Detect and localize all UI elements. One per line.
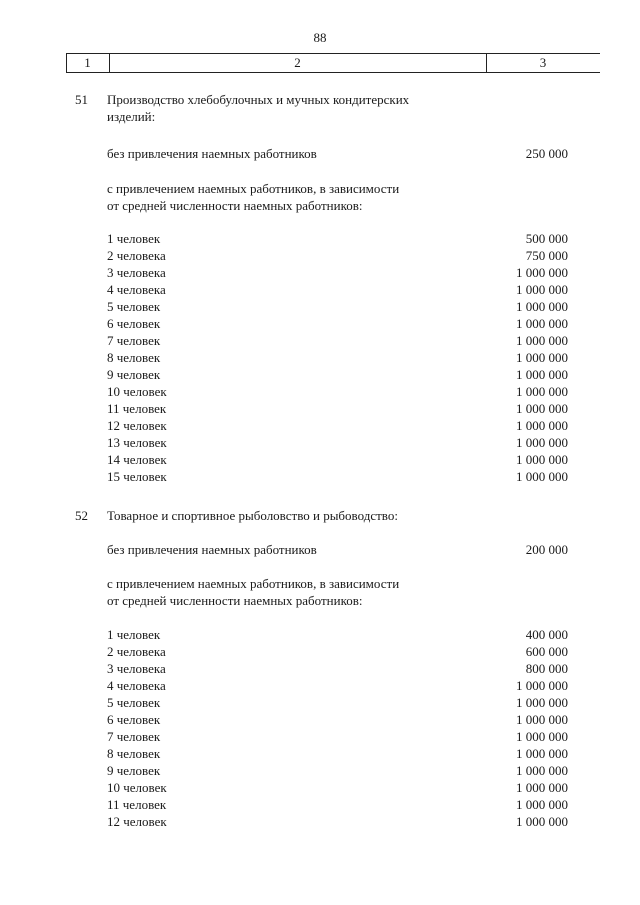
tax-amount-value: 1 000 000	[516, 763, 568, 778]
tax-amount-value: 1 000 000	[516, 729, 568, 744]
tax-amount-value: 1 000 000	[516, 367, 568, 382]
tax-amount-value: 1 000 000	[516, 265, 568, 280]
section-title-line: Производство хлебобулочных и мучных кондитерских	[107, 92, 410, 107]
employee-count-label: 7 человек	[107, 333, 161, 348]
page-number: 88	[313, 30, 327, 45]
employee-count-label: 4 человека	[107, 282, 166, 297]
tax-amount-value: 1 000 000	[516, 316, 568, 331]
with-employees-text-line: от средней численности наемных работников:	[107, 198, 363, 213]
section-number: 52	[75, 508, 88, 523]
tax-amount-value: 1 000 000	[516, 350, 568, 365]
header-bottom-rule	[66, 72, 600, 73]
tax-amount-value: 750 000	[525, 248, 568, 263]
tax-amount-value: 800 000	[525, 661, 568, 676]
tax-amount-value: 600 000	[525, 644, 568, 659]
column-header-3: 3	[539, 55, 547, 70]
with-employees-text-line: с привлечением наемных работников, в зависимости	[107, 576, 400, 591]
tax-amount-value: 1 000 000	[516, 814, 568, 829]
employee-count-label: 9 человек	[107, 367, 161, 382]
employee-count-label: 2 человека	[107, 644, 166, 659]
tax-amount-value: 1 000 000	[516, 418, 568, 433]
section-title-line: изделий:	[107, 109, 156, 124]
tax-amount-value: 1 000 000	[516, 780, 568, 795]
employee-count-label: 7 человек	[107, 729, 161, 744]
employee-count-label: 6 человек	[107, 712, 161, 727]
no-employees-value: 200 000	[525, 542, 568, 557]
employee-count-label: 11 человек	[107, 797, 167, 812]
tax-amount-value: 500 000	[525, 231, 568, 246]
tax-amount-value: 1 000 000	[516, 401, 568, 416]
tax-amount-value: 1 000 000	[516, 695, 568, 710]
section-number: 51	[75, 92, 88, 107]
employee-count-label: 6 человек	[107, 316, 161, 331]
tax-amount-value: 1 000 000	[516, 299, 568, 314]
employee-count-label: 1 человек	[107, 627, 161, 642]
employee-count-label: 12 человек	[107, 418, 167, 433]
section-title-line: Товарное и спортивное рыболовство и рыбоводство:	[107, 508, 398, 523]
tax-amount-value: 400 000	[525, 627, 568, 642]
no-employees-value: 250 000	[525, 146, 568, 161]
tax-amount-value: 1 000 000	[516, 384, 568, 399]
tax-amount-value: 1 000 000	[516, 678, 568, 693]
table-header	[66, 53, 600, 73]
header-top-rule	[66, 53, 600, 54]
employee-count-label: 4 человека	[107, 678, 166, 693]
employee-count-label: 5 человек	[107, 695, 161, 710]
employee-count-label: 1 человек	[107, 231, 161, 246]
employee-count-label: 11 человек	[107, 401, 167, 416]
tax-amount-value: 1 000 000	[516, 282, 568, 297]
employee-count-label: 5 человек	[107, 299, 161, 314]
tax-amount-value: 1 000 000	[516, 746, 568, 761]
employee-count-label: 10 человек	[107, 780, 167, 795]
no-employees-label: без привлечения наемных работников	[107, 146, 317, 161]
employee-count-label: 10 человек	[107, 384, 167, 399]
no-employees-label: без привлечения наемных работников	[107, 542, 317, 557]
with-employees-text-line: с привлечением наемных работников, в зависимости	[107, 181, 400, 196]
employee-count-label: 14 человек	[107, 452, 167, 467]
tax-amount-value: 1 000 000	[516, 712, 568, 727]
employee-count-label: 15 человек	[107, 469, 167, 484]
employee-count-label: 9 человек	[107, 763, 161, 778]
employee-count-label: 8 человек	[107, 350, 161, 365]
tax-amount-value: 1 000 000	[516, 469, 568, 484]
tax-amount-value: 1 000 000	[516, 333, 568, 348]
column-header-1: 1	[84, 55, 91, 70]
employee-count-label: 8 человек	[107, 746, 161, 761]
column-header-2: 2	[294, 55, 301, 70]
tax-amount-value: 1 000 000	[516, 452, 568, 467]
employee-count-label: 13 человек	[107, 435, 167, 450]
employee-count-label: 3 человека	[107, 265, 166, 280]
tax-amount-value: 1 000 000	[516, 797, 568, 812]
employee-count-label: 3 человека	[107, 661, 166, 676]
employee-count-label: 2 человека	[107, 248, 166, 263]
with-employees-text-line: от средней численности наемных работников:	[107, 593, 363, 608]
tax-amount-value: 1 000 000	[516, 435, 568, 450]
employee-count-label: 12 человек	[107, 814, 167, 829]
